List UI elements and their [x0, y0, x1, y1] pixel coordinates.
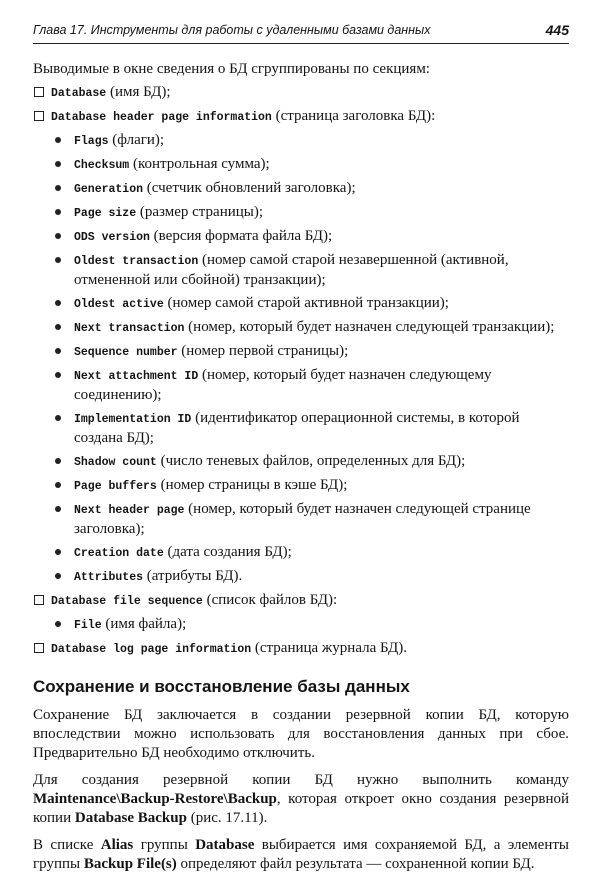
list-item: [33, 452, 569, 472]
item-desc: (номер, который будет назначен следующей странице заголовка);: [74, 501, 531, 537]
item-term: Attributes: [74, 571, 144, 584]
section-desc: (список файлов БД):: [202, 592, 338, 608]
running-header: [33, 19, 569, 44]
page-number: 445: [545, 22, 569, 38]
page-body: [33, 60, 569, 882]
bullet-icon: [55, 506, 61, 512]
item-desc: (атрибуты БД).: [143, 568, 243, 584]
list-item: [33, 615, 569, 635]
section-list: [33, 83, 569, 659]
list-item: [33, 251, 569, 290]
list-item: [33, 543, 569, 563]
list-item: [33, 409, 569, 448]
section-term: Database file sequence: [51, 595, 203, 608]
bullet-icon: [55, 348, 61, 354]
checkbox-square-icon: [34, 111, 44, 121]
item-term: Oldest transaction: [74, 255, 199, 268]
paragraph-3: В списке Alias группы Database выбирается имя сохраняемой БД, а элементы группы Backup File(s) определяют файл результата — сохраненной копии БД.: [33, 837, 569, 872]
item-desc: (номер, который будет назначен следующему соединению);: [74, 367, 492, 403]
bullet-icon: [55, 372, 61, 378]
bullet-icon: [55, 185, 61, 191]
section-desc: (имя БД);: [106, 84, 171, 100]
item-desc: (счетчик обновлений заголовка);: [143, 180, 356, 196]
item-desc: (версия формата файла БД);: [149, 228, 333, 244]
bullet-icon: [55, 209, 61, 215]
bullet-icon: [55, 161, 61, 167]
item-term: Next attachment ID: [74, 370, 199, 383]
bullet-icon: [55, 137, 61, 143]
menu-command: Maintenance\Backup-Restore\Backup: [33, 791, 277, 807]
item-term: Oldest active: [74, 298, 164, 311]
bullet-icon: [55, 300, 61, 306]
section-term: Database log page information: [51, 643, 252, 656]
list-item: [33, 342, 569, 362]
list-item: [33, 155, 569, 175]
item-desc: (идентификатор операционной системы, в которой создана БД);: [74, 410, 520, 446]
item-desc: (номер самой старой незавершенной (активной, отмененной или сбойной) транзакции);: [74, 252, 509, 288]
section-item: [33, 591, 569, 611]
list-item: [33, 476, 569, 496]
intro-text: Выводимые в окне сведения о БД сгруппированы по секциям:: [33, 61, 430, 77]
bullet-icon: [55, 257, 61, 263]
item-desc: (число теневых файлов, определенных для БД);: [156, 453, 466, 469]
list-item: [33, 294, 569, 314]
bullet-icon: [55, 621, 61, 627]
list-item: [33, 179, 569, 199]
window-name: Database Backup: [74, 810, 187, 826]
bullet-icon: [55, 482, 61, 488]
list-item: [33, 500, 569, 539]
item-term: Creation date: [74, 547, 164, 560]
section-term: Database header page information: [51, 111, 272, 124]
item-term: Next transaction: [74, 322, 185, 335]
section-item: [33, 639, 569, 659]
bullet-icon: [55, 324, 61, 330]
bullet-icon: [55, 458, 61, 464]
item-term: File: [74, 619, 102, 632]
checkbox-square-icon: [34, 595, 44, 605]
item-desc: (номер самой старой активной транзакции);: [163, 295, 449, 311]
item-term: Shadow count: [74, 456, 157, 469]
section-desc: (страница заголовка БД):: [271, 108, 436, 124]
chapter-title: Глава 17. Инструменты для работы с удаленными базами данных: [33, 23, 431, 37]
item-desc: (номер, который будет назначен следующей транзакции);: [184, 319, 555, 335]
item-term: Sequence number: [74, 346, 178, 359]
item-term: Checksum: [74, 159, 130, 172]
section-item: [33, 107, 569, 127]
list-item: [33, 203, 569, 223]
item-term: ODS version: [74, 231, 150, 244]
item-term: Generation: [74, 183, 144, 196]
item-term: Flags: [74, 135, 109, 148]
item-term: Page size: [74, 207, 137, 220]
bullet-icon: [55, 233, 61, 239]
section-heading: Сохранение и восстановление базы данных: [33, 677, 410, 696]
list-item: [33, 227, 569, 247]
paragraph-1: Сохранение БД заключается в создании резервной копии БД, которую впоследствии можно использовать для восстановления данных при сбое. Предварительно БД необходимо отключить.: [33, 707, 569, 761]
bullet-icon: [55, 573, 61, 579]
list-item: [33, 131, 569, 151]
bullet-icon: [55, 415, 61, 421]
item-desc: (номер страницы в кэше БД);: [156, 477, 348, 493]
item-desc: (номер первой страницы);: [177, 343, 349, 359]
section-desc: (страница журнала БД).: [251, 640, 408, 656]
item-desc: (размер страницы);: [136, 204, 264, 220]
section-item: [33, 83, 569, 103]
paragraph-2: Для создания резервной копии БД нужно выполнить команду Maintenance\Backup-Restore\Backup, которая откроет окно создания резервной копии Database Backup (рис. 17.11).: [33, 772, 569, 826]
item-desc: (имя файла);: [101, 616, 187, 632]
bullet-icon: [55, 549, 61, 555]
item-term: Next header page: [74, 504, 185, 517]
item-desc: (флаги);: [108, 132, 165, 148]
item-term: Page buffers: [74, 480, 157, 493]
checkbox-square-icon: [34, 87, 44, 97]
checkbox-square-icon: [34, 643, 44, 653]
list-item: [33, 366, 569, 405]
item-desc: (дата создания БД);: [163, 544, 292, 560]
list-item: [33, 318, 569, 338]
section-term: Database: [51, 87, 107, 100]
item-desc: (контрольная сумма);: [129, 156, 270, 172]
item-term: Implementation ID: [74, 413, 192, 426]
list-item: [33, 567, 569, 587]
